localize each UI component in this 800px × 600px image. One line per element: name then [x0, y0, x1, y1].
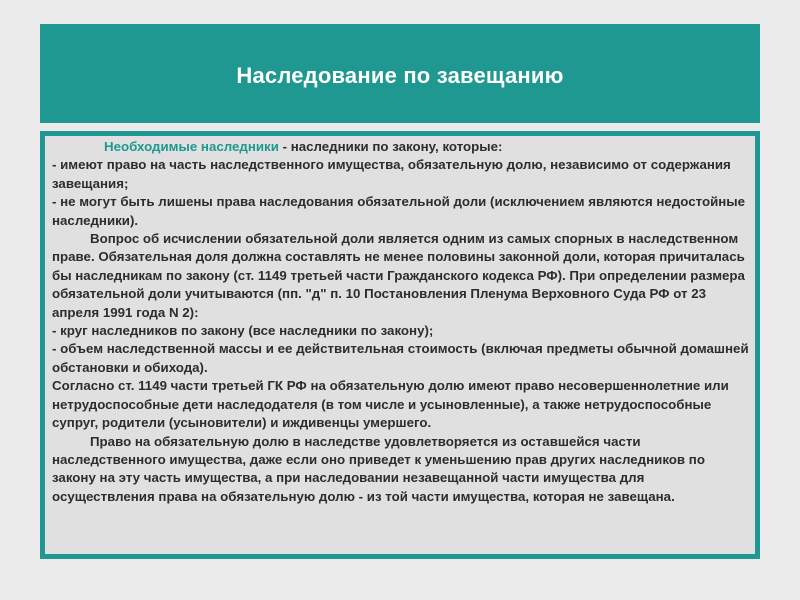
- paragraph-rights-share: - имеют право на часть наследственного имущества, обязательную долю, независимо от содержания завещания;: [52, 157, 731, 191]
- highlighted-term: Необходимые наследники: [104, 139, 279, 154]
- paragraph-article-1149: Согласно ст. 1149 части третьей ГК РФ на обязательную долю имеют право несовершеннолетние или нетрудоспособные дети наследодателя (в том числе и усыновленные), а также нетрудоспособные супруг, родители (усыновители) и иждивенцы умершего.: [52, 378, 729, 431]
- paragraph-cannot-deprive: - не могут быть лишены права наследования обязательной доли (исключением являются недостойные наследники).: [52, 194, 746, 228]
- content-frame: [40, 131, 760, 559]
- title-banner: [40, 24, 760, 123]
- lead-paragraph-rest: - наследники по закону, которые:: [278, 139, 503, 154]
- lead-paragraph: [52, 138, 749, 156]
- paragraph-heirs-circle: - круг наследников по закону (все наследники по закону);: [52, 323, 434, 339]
- content-text-block: [45, 136, 755, 554]
- paragraph-satisfaction: Право на обязательную долю в наследстве удовлетворяется из оставшейся части наследственного имущества, даже если оно приведет к уменьшению прав других наследников по закону на эту часть имущества, а при наследовании незавещанной части имущества для осуществления права на обязательную долю - из той части имущества, которая не завещана.: [52, 433, 705, 504]
- paragraph-estate-volume: - объем наследственной массы и ее действительная стоимость (включая предметы обычной домашней обстановки и обихода).: [52, 341, 749, 375]
- paragraph-calculation: Вопрос об исчислении обязательной доли является одним из самых спорных в наследственном праве. Обязательная доля должна составлять не менее половины законной доли, которая причиталась бы наследникам по закону (ст. 1149 третьей части Гражданского кодекса РФ). При определении размера обязательной доли учитываются (пп. "д" п. 10 Постановления Пленума Верховного Суда РФ от 23 апреля 1991 года N 2):: [52, 231, 745, 320]
- slide-title: Наследование по завещанию: [236, 62, 564, 88]
